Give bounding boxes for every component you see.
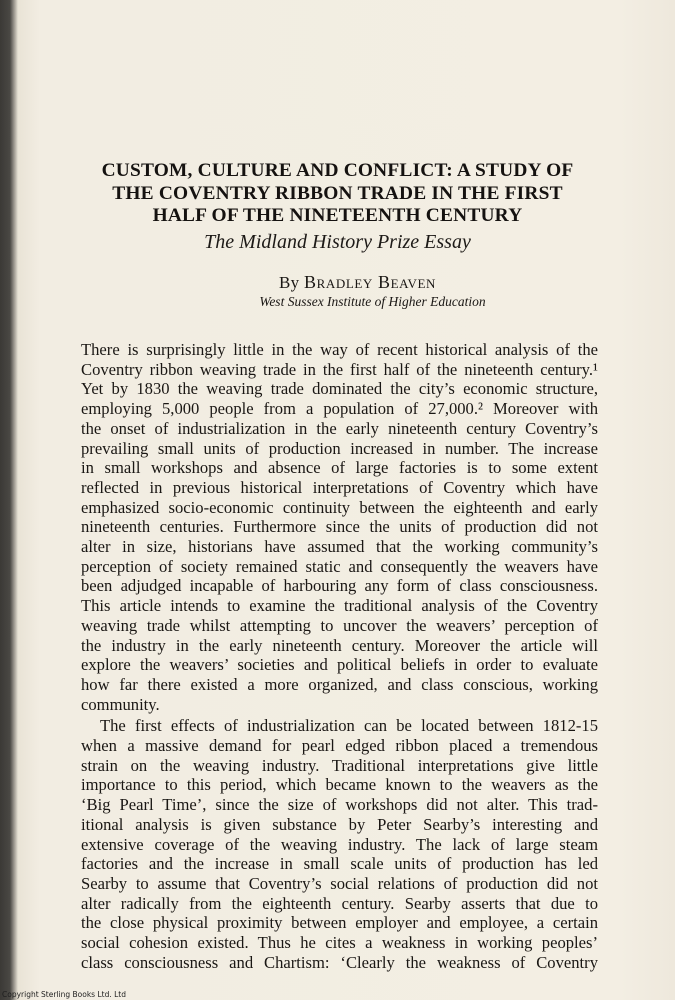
text-line: Coventry ribbon weaving trade in the first half of the nineteenth century.¹ (81, 359, 598, 379)
article-title (60, 160, 615, 228)
text-line: weaving trade whilst attempting to uncover the weavers’ perception of (81, 615, 598, 635)
text-line: the industry in the early nineteenth century. Moreover the article will (81, 635, 598, 655)
text-line: when a massive demand for pearl edged ribbon placed a tremendous (81, 736, 598, 756)
text-line: been adjudged incapable of harbouring any form of class consciousness. (81, 576, 598, 596)
article-subtitle: The Midland History Prize Essay (204, 230, 471, 253)
body-paragraph (81, 716, 598, 972)
author-affiliation: West Sussex Institute of Higher Education (259, 293, 486, 309)
text-line: explore the weavers’ societies and political beliefs in order to evaluate (81, 655, 598, 675)
text-line: emphasized socio-economic continuity between the eighteenth and early (81, 497, 598, 517)
text-line: the onset of industrialization in the early nineteenth century Coventry’s (81, 418, 598, 438)
text-line: how far there existed a more organized, and class conscious, working (81, 674, 598, 694)
text-line: There is surprisingly little in the way of recent historical analysis of the (81, 340, 598, 359)
title-line: THE COVENTRY RIBBON TRADE IN THE FIRST (112, 182, 563, 204)
title-line: CUSTOM, CULTURE AND CONFLICT: A STUDY OF (101, 160, 574, 181)
byline-prefix: By (279, 272, 304, 292)
text-line: prevailing small units of production increased in number. The increase (81, 438, 598, 458)
text-line: employing 5,000 people from a population of 27,000.² Moreover with (81, 399, 598, 419)
body-paragraph (81, 340, 598, 714)
text-line: Yet by 1830 the weaving trade dominated the city’s economic structure, (81, 379, 598, 399)
text-line: ‘Big Pearl Time’, since the size of workshops did not alter. This trad- (81, 795, 598, 815)
text-line: itional analysis is given substance by Peter Searby’s interesting and (81, 814, 598, 834)
byline (60, 272, 615, 293)
author-name: Bradley Beaven (304, 271, 436, 292)
text-line: reflected in previous historical interpretations of Coventry which have (81, 477, 598, 497)
copyright-notice: Copyright Sterling Books Ltd. Ltd (2, 990, 126, 999)
text-line: community. (81, 694, 160, 714)
text-line: extensive coverage of the weaving industry. The lack of large steam (81, 834, 598, 854)
article-header (60, 160, 615, 310)
article-body (81, 340, 598, 973)
text-line: the close physical proximity between employer and employee, a certain (81, 913, 598, 933)
text-line: social cohesion existed. Thus he cites a weakness in working peoples’ (81, 933, 598, 953)
text-line: strain on the weaving industry. Traditional interpretations give little (81, 755, 598, 775)
text-line: in small workshops and absence of large factories is to some extent (81, 458, 598, 478)
text-line: importance to this period, which became known to the weavers as the (81, 775, 598, 795)
text-line: nineteenth centuries. Furthermore since the units of production did not (81, 517, 598, 537)
text-line: This article intends to examine the traditional analysis of the Coventry (81, 596, 598, 616)
text-line: perception of society remained static and consequently the weavers have (81, 556, 598, 576)
title-line: HALF OF THE NINETEENTH CENTURY (152, 205, 523, 226)
text-line: alter in size, historians have assumed that the working community’s (81, 537, 598, 557)
text-line: class consciousness and Chartism: ‘Clearly the weakness of Coventry (81, 952, 598, 972)
text-line: The first effects of industrialization can be located between 1812-15 (100, 716, 598, 736)
text-line: factories and the increase in small scale units of production has led (81, 854, 598, 874)
text-line: alter radically from the eighteenth century. Searby asserts that due to (81, 893, 598, 913)
text-line: Searby to assume that Coventry’s social relations of production did not (81, 873, 598, 893)
